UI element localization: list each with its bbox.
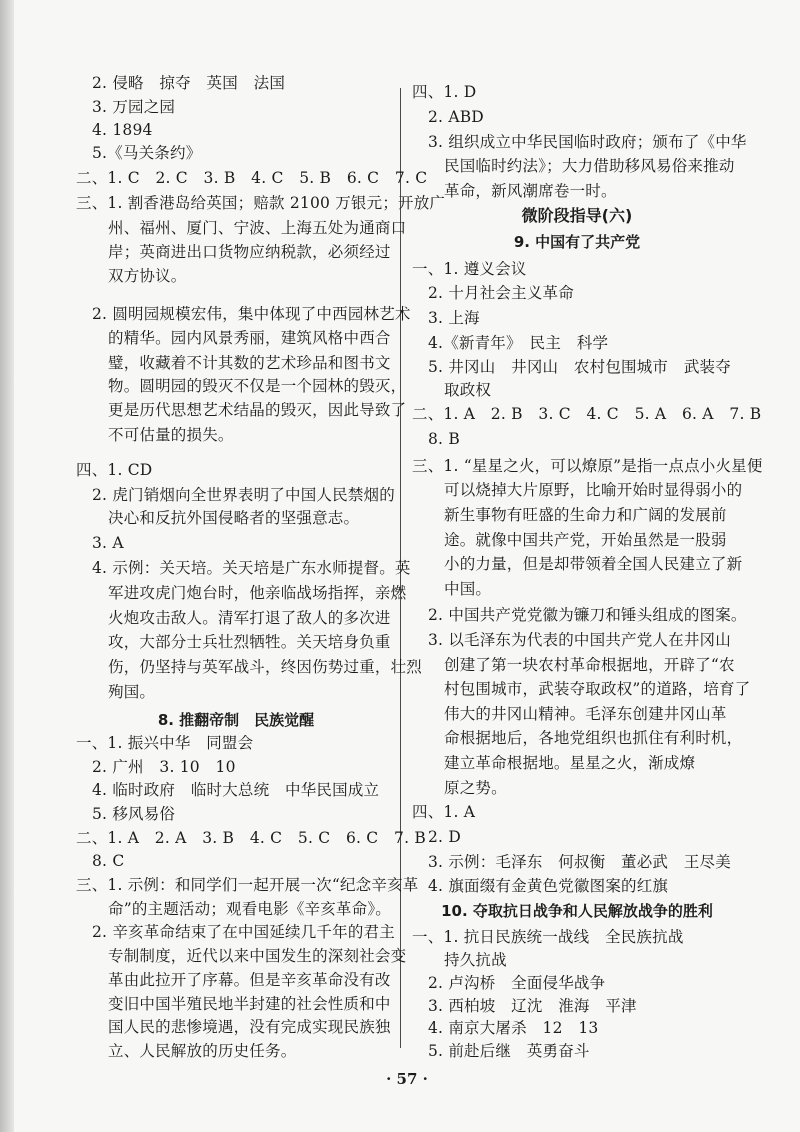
answer-line: 专制制度，近代以来中国发生的深刻社会变 <box>108 947 407 965</box>
answer-line: 璧，收藏着不计其数的艺术珍品和图书文 <box>108 354 391 372</box>
answer-line: 2. 侵略 掠夺 英国 法国 <box>92 74 286 92</box>
answer-line: 5. 移风易俗 <box>92 805 176 823</box>
answer-line: 途。就像中国共产党，开始虽然是一股弱 <box>444 531 727 549</box>
answer-line: 4. 旗面缀有金黄色党徽图案的红旗 <box>428 877 669 895</box>
answer-line: 4.《新青年》 民主 科学 <box>428 334 609 352</box>
answer-line: 革由此拉开了序幕。但是辛亥革命没有改 <box>108 971 391 989</box>
answer-line: 岸；英商进出口货物应纳税款，必须经过 <box>108 243 391 261</box>
answer-line: 4. 南京大屠杀 12 13 <box>428 1019 599 1037</box>
answer-line: 二、1. C 2. C 3. B 4. C 5. B 6. C 7. C <box>76 169 428 187</box>
answer-line: 2. D <box>428 828 461 846</box>
lesson-title: 9. 中国有了共产党 <box>513 233 641 251</box>
answer-line: 国人民的悲惨境遇，没有完成实现民族独 <box>108 1018 391 1036</box>
answer-line: 5.《马关条约》 <box>92 144 202 162</box>
answer-line: 不可估量的损失。 <box>108 426 234 444</box>
answer-line: 3. 上海 <box>428 309 480 327</box>
answer-line: 小的力量，但是却带领着全国人民建立了新 <box>444 555 743 573</box>
stage-guide-heading: 微阶段指导(六) <box>521 206 633 225</box>
answer-line: 军进攻虎门炮台时，他亲临战场指挥，亲燃 <box>108 584 407 602</box>
answer-line: 中国。 <box>444 580 492 598</box>
answer-line: 建立革命根据地。星星之火，渐成燎 <box>444 754 696 772</box>
answer-line: 2. 辛亥革命结束了在中国延续几千年的君主 <box>92 923 395 941</box>
answer-line: 二、1. A 2. A 3. B 4. C 5. C 6. C 7. B <box>76 829 426 847</box>
answer-line: 一、1. 抗日民族统一战线 全民族抗战 <box>412 928 684 946</box>
answer-line: 决心和反抗外国侵略者的坚强意志。 <box>108 509 360 527</box>
answer-line: 5. 井冈山 井冈山 农村包围城市 武装夺 <box>428 358 731 376</box>
answer-line: 2. 广州 3. 10 10 <box>92 758 236 776</box>
answer-line: 民国临时约法》；大力借助移风易俗来推动 <box>444 157 735 175</box>
answer-line: 革命，新风潮席卷一时。 <box>444 182 617 200</box>
answer-line: 3. 示例：毛泽东 何叔衡 董必武 王尽美 <box>428 853 731 871</box>
page-number: · 57 · <box>386 1070 428 1088</box>
answer-line: 2. ABD <box>428 108 484 126</box>
answer-line: 3. 组织成立中华民国临时政府；颁布了《中华 <box>428 133 747 151</box>
answer-line: 新生事物有旺盛的生命力和广阔的发展前 <box>444 506 727 524</box>
answer-line: 2. 卢沟桥 全面侵华战争 <box>428 974 606 992</box>
answer-line: 3. A <box>92 534 124 552</box>
answer-line: 8. B <box>428 430 460 448</box>
answer-line: 3. 以毛泽东为代表的中国共产党人在井冈山 <box>428 631 731 649</box>
answer-line: 的精华。园内风景秀丽，建筑风格中西合 <box>108 329 391 347</box>
answer-line: 8. C <box>92 852 125 870</box>
lesson-title: 10. 夺取抗日战争和人民解放战争的胜利 <box>441 902 713 920</box>
lesson-title: 8. 推翻帝制 民族觉醒 <box>157 711 315 729</box>
answer-line: 三、1. “星星之火，可以燎原”是指一点点小火星便 <box>412 457 763 475</box>
answer-line: 创建了第一块农村革命根据地，开辟了“农 <box>444 656 735 674</box>
answer-line: 州、福州、厦门、宁波、上海五处为通商口 <box>108 219 407 237</box>
answer-line: 原之势。 <box>444 779 507 797</box>
answer-line: 物。圆明园的毁灭不仅是一个园林的毁灭， <box>108 377 407 395</box>
answer-page <box>14 0 800 1132</box>
answer-line: 取政权 <box>444 381 492 399</box>
answer-line: 命”的主题活动；观看电影《辛亥革命》。 <box>108 900 391 918</box>
answer-line: 攻，大部分士兵壮烈牺牲。关天培身负重 <box>108 633 391 651</box>
answer-line: 双方协议。 <box>108 267 187 285</box>
answer-line: 三、1. 示例：和同学们一起开展一次“纪念辛亥革 <box>76 876 419 894</box>
answer-line: 4. 临时政府 临时大总统 中华民国成立 <box>92 781 380 799</box>
answer-line: 二、1. A 2. B 3. C 4. C 5. A 6. A 7. B <box>412 405 762 423</box>
answer-line: 2. 圆明园规模宏伟，集中体现了中西园林艺术 <box>92 305 411 323</box>
answer-line: 伤，仍坚持与英军战斗，终因伤势过重，壮烈 <box>108 658 423 676</box>
answer-line: 命根据地后，各地党组织也抓住有利时机， <box>444 729 743 747</box>
answer-line: 3. 西柏坡 辽沈 淮海 平津 <box>428 997 637 1015</box>
answer-line: 可以烧掉大片原野，比喻开始时显得弱小的 <box>444 481 743 499</box>
answer-line: 4. 1894 <box>92 121 153 139</box>
answer-line: 3. 万园之园 <box>92 98 176 116</box>
answer-line: 2. 十月社会主义革命 <box>428 284 574 302</box>
page-shadow <box>0 0 14 1132</box>
answer-line: 三、1. 割香港岛给英国；赔款 2100 万银元；开放广 <box>76 194 446 212</box>
answer-line: 变旧中国半殖民地半封建的社会性质和中 <box>108 995 391 1013</box>
answer-line: 一、1. 遵义会议 <box>412 260 527 278</box>
answer-line: 更是历代思想艺术结晶的毁灭，因此导致了 <box>108 401 407 419</box>
answer-line: 2. 中国共产党党徽为镰刀和锤头组成的图案。 <box>428 606 747 624</box>
answer-line: 一、1. 振兴中华 同盟会 <box>76 734 254 752</box>
answer-line: 5. 前赴后继 英勇奋斗 <box>428 1042 590 1060</box>
answer-line: 村包围城市，武装夺取政权”的道路，培育了 <box>444 680 751 698</box>
answer-line: 四、1. D <box>412 83 477 101</box>
answer-line: 持久抗战 <box>444 951 507 969</box>
answer-line: 殉国。 <box>108 683 156 701</box>
answer-line: 立、人民解放的历史任务。 <box>108 1042 297 1060</box>
answer-line: 2. 虎门销烟向全世界表明了中国人民禁烟的 <box>92 486 395 504</box>
answer-line: 4. 示例：关天培。关天培是广东水师提督。英 <box>92 559 411 577</box>
answer-line: 四、1. A <box>412 803 476 821</box>
answer-line: 火炮攻击敌人。清军打退了敌人的多次进 <box>108 609 391 627</box>
answer-line: 四、1. CD <box>76 461 153 479</box>
answer-line: 伟大的井冈山精神。毛泽东创建井冈山革 <box>444 705 727 723</box>
